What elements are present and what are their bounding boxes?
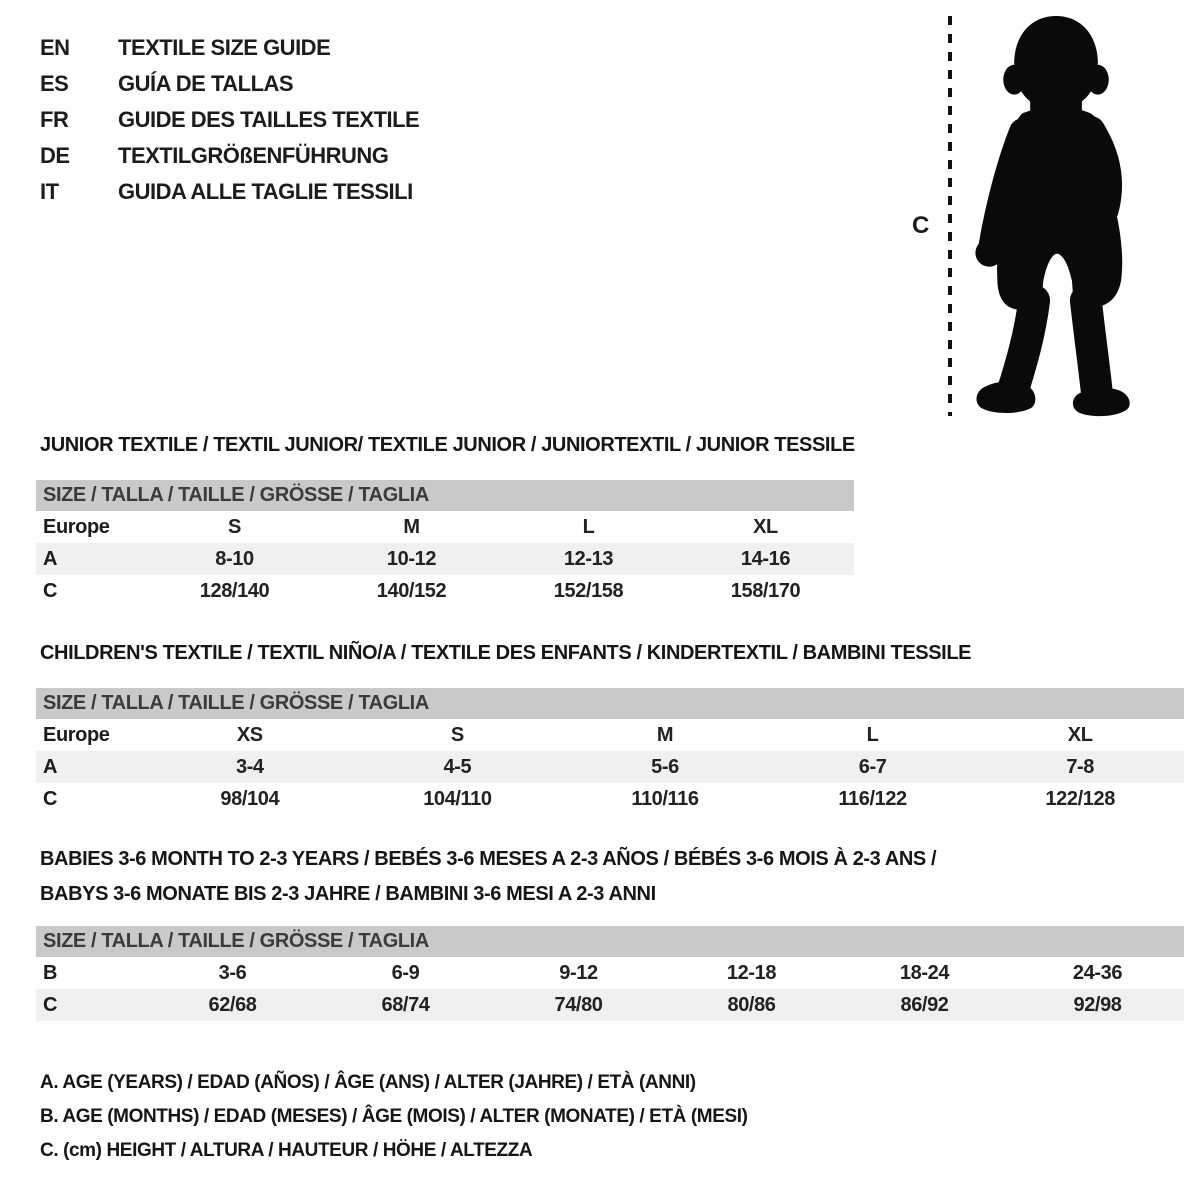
age-cell: 4-5 bbox=[443, 755, 472, 778]
section-heading-babies-line1: BABIES 3-6 MONTH TO 2-3 YEARS / BEBÉS 3-6 MESES A 2-3 AÑOS / BÉBÉS 3-6 MOIS À 2-3 ANS / bbox=[40, 848, 937, 870]
size-cell: L bbox=[866, 723, 879, 746]
language-title: TEXTILGRÖßENFÜHRUNG bbox=[118, 143, 389, 168]
size-cell: XL bbox=[753, 515, 778, 538]
size-cell: L bbox=[582, 515, 595, 538]
height-dimension-line bbox=[948, 16, 952, 416]
language-title: GUIDA ALLE TAGLIE TESSILI bbox=[118, 179, 413, 204]
section-heading-junior: JUNIOR TEXTILE / TEXTIL JUNIOR/ TEXTILE JUNIOR / JUNIORTEXTIL / JUNIOR TESSILE bbox=[40, 434, 855, 456]
legend-age-months: B. AGE (MONTHS) / EDAD (MESES) / ÂGE (MOIS) / ALTER (MONATE) / ETÀ (MESI) bbox=[40, 1106, 748, 1127]
table-header-bar: SIZE / TALLA / TAILLE / GRÖSSE / TAGLIA bbox=[36, 688, 1184, 719]
size-cell: XL bbox=[1067, 723, 1093, 746]
toddler-silhouette-image bbox=[964, 10, 1154, 420]
language-code: IT bbox=[40, 179, 59, 204]
height-figure bbox=[900, 8, 1200, 423]
language-list bbox=[40, 30, 419, 210]
table-row-height bbox=[36, 989, 1184, 1021]
row-label: Europe bbox=[43, 515, 110, 538]
size-cell: S bbox=[450, 723, 464, 746]
age-cell: 10-12 bbox=[386, 547, 437, 570]
table-row-europe bbox=[36, 511, 854, 543]
row-label: A bbox=[43, 755, 58, 778]
size-cell: XS bbox=[236, 723, 263, 746]
height-cell: 122/128 bbox=[1045, 787, 1115, 810]
table-row-height bbox=[36, 575, 854, 607]
height-cell: 158/170 bbox=[730, 579, 801, 602]
language-code: ES bbox=[40, 71, 69, 96]
months-cell: 9-12 bbox=[559, 961, 598, 984]
language-row bbox=[40, 66, 419, 102]
months-cell: 24-36 bbox=[1072, 961, 1123, 984]
table-header-bar: SIZE / TALLA / TAILLE / GRÖSSE / TAGLIA bbox=[36, 480, 854, 511]
height-cell: 128/140 bbox=[199, 579, 270, 602]
height-cell: 98/104 bbox=[220, 787, 280, 810]
row-label: B bbox=[43, 961, 58, 984]
age-cell: 5-6 bbox=[651, 755, 679, 778]
row-label: C bbox=[43, 787, 58, 810]
table-header-bar: SIZE / TALLA / TAILLE / GRÖSSE / TAGLIA bbox=[36, 926, 1184, 957]
size-cell: S bbox=[228, 515, 241, 538]
language-row bbox=[40, 30, 419, 66]
height-cell: 116/122 bbox=[838, 787, 907, 810]
height-cell: 104/110 bbox=[423, 787, 492, 810]
language-code: DE bbox=[40, 143, 70, 168]
size-cell: M bbox=[403, 515, 420, 538]
dimension-label-c: C bbox=[912, 212, 930, 239]
size-table-junior bbox=[36, 480, 854, 607]
language-title: GUIDE DES TAILLES TEXTILE bbox=[118, 107, 420, 132]
legend-age-years: A. AGE (YEARS) / EDAD (AÑOS) / ÂGE (ANS) / ALTER (JAHRE) / ETÀ (ANNI) bbox=[40, 1072, 696, 1093]
months-cell: 6-9 bbox=[391, 961, 420, 984]
legend-height-cm: C. (cm) HEIGHT / ALTURA / HAUTEUR / HÖHE / ALTEZZA bbox=[40, 1140, 533, 1161]
height-cell: 68/74 bbox=[381, 993, 430, 1016]
height-cell: 140/152 bbox=[376, 579, 447, 602]
age-cell: 8-10 bbox=[215, 547, 254, 570]
height-cell: 86/92 bbox=[900, 993, 949, 1016]
height-cell: 152/158 bbox=[553, 579, 624, 602]
language-title: GUÍA DE TALLAS bbox=[118, 71, 294, 96]
size-table-children bbox=[36, 688, 1184, 815]
age-cell: 14-16 bbox=[740, 547, 791, 570]
height-cell: 80/86 bbox=[727, 993, 776, 1016]
row-label: A bbox=[43, 547, 58, 570]
age-cell: 6-7 bbox=[858, 755, 887, 778]
size-cell: M bbox=[656, 723, 674, 746]
table-row-age bbox=[36, 543, 854, 575]
language-code: EN bbox=[40, 35, 70, 60]
size-table-babies bbox=[36, 926, 1184, 1021]
row-label: Europe bbox=[43, 723, 110, 746]
table-row-height bbox=[36, 783, 1184, 815]
months-cell: 18-24 bbox=[899, 961, 950, 984]
section-heading-babies-line2: BABYS 3-6 MONATE BIS 2-3 JAHRE / BAMBINI 3-6 MESI A 2-3 ANNI bbox=[40, 883, 656, 905]
age-cell: 7-8 bbox=[1066, 755, 1095, 778]
row-label: C bbox=[43, 993, 58, 1016]
height-cell: 74/80 bbox=[554, 993, 603, 1016]
months-cell: 12-18 bbox=[726, 961, 777, 984]
table-row-months bbox=[36, 957, 1184, 989]
language-row bbox=[40, 138, 419, 174]
height-cell: 62/68 bbox=[208, 993, 257, 1016]
table-row-europe bbox=[36, 719, 1184, 751]
age-cell: 3-4 bbox=[235, 755, 264, 778]
language-title: TEXTILE SIZE GUIDE bbox=[118, 35, 331, 60]
row-label: C bbox=[43, 579, 58, 602]
months-cell: 3-6 bbox=[218, 961, 247, 984]
height-cell: 92/98 bbox=[1073, 993, 1122, 1016]
height-cell: 110/116 bbox=[631, 787, 699, 810]
language-row bbox=[40, 102, 419, 138]
table-row-age bbox=[36, 751, 1184, 783]
language-code: FR bbox=[40, 107, 69, 132]
section-heading-children: CHILDREN'S TEXTILE / TEXTIL NIÑO/A / TEXTILE DES ENFANTS / KINDERTEXTIL / BAMBINI TESSILE bbox=[40, 642, 972, 664]
age-cell: 12-13 bbox=[563, 547, 614, 570]
language-row bbox=[40, 174, 419, 210]
